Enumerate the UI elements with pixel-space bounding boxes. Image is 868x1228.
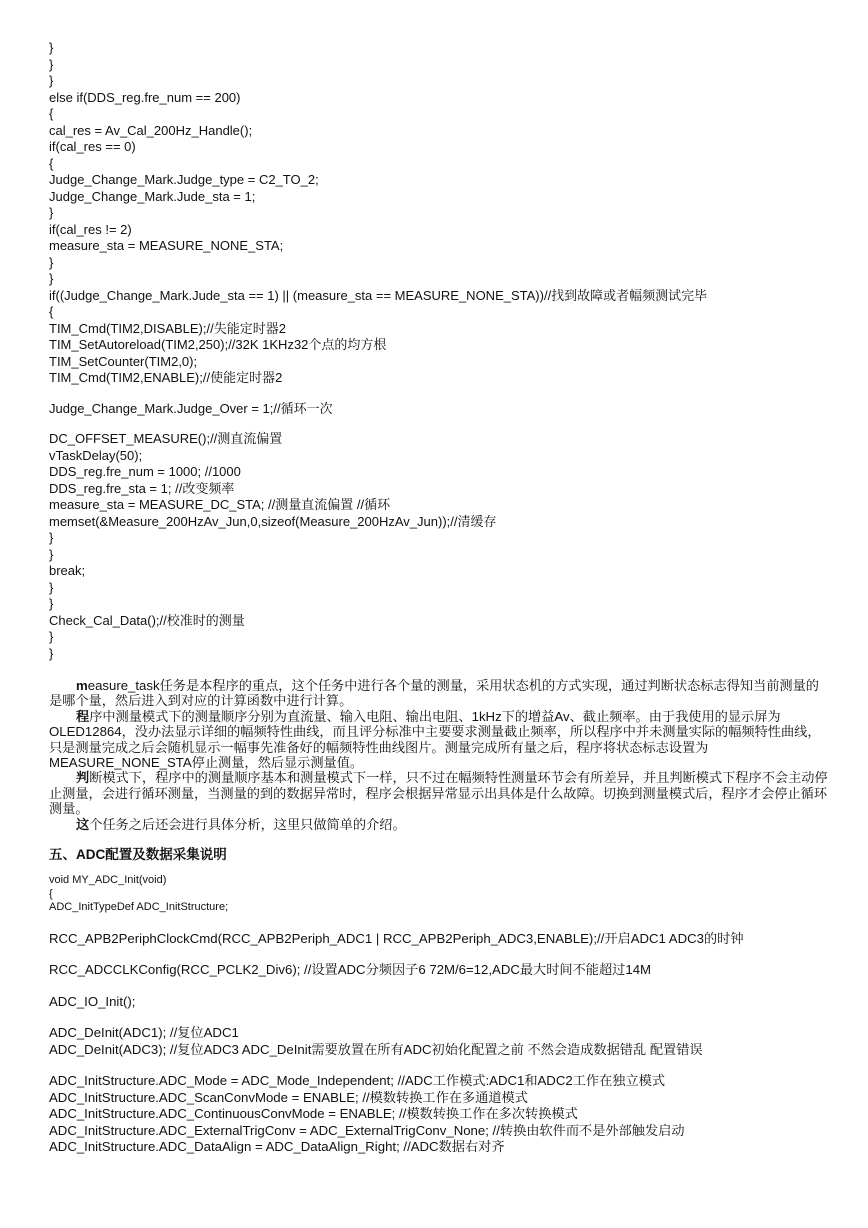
code-line: Check_Cal_Data();//校准时的测量	[49, 612, 245, 628]
code-line: ADC_DeInit(ADC1); //复位ADC1	[49, 1025, 239, 1041]
code-line: }	[49, 205, 54, 220]
paragraph-text: 序中测量模式下的测量顺序分别为直流量、输入电阻、输出电阻、1kHz下的增益Av、截止频率。由于我使用的显示屏为OLED12864，没办法显示详细的幅频特性曲线，而且评分标准中主要要求测量截止频率，所以程序中并未测量实际的幅频特性曲线，只是测量完成之后会随机显示一幅事先准备好的幅频特性曲线图片。测量完成所有量之后，程序将状态标志设置为MEASURE_NONE_STA停止测量，然后显示测量值。	[49, 708, 821, 771]
code-line: ADC_InitStructure.ADC_ContinuousConvMode = ENABLE; //模数转换工作在多次转换模式	[49, 1106, 578, 1122]
code-line: TIM_SetCounter(TIM2,0);	[49, 353, 198, 369]
code-line: void MY_ADC_Init(void)	[49, 874, 167, 887]
code-line: }	[49, 629, 54, 644]
code-line: if((Judge_Change_Mark.Jude_sta == 1) || (measure_sta == MEASURE_NONE_STA))//找到故障或者幅频测试完毕	[49, 287, 708, 303]
paragraph-lead: 这	[76, 816, 90, 832]
code-line: RCC_APB2PeriphClockCmd(RCC_APB2Periph_ADC1 | RCC_APB2Periph_ADC3,ENABLE);//开启ADC1 ADC3的时钟	[49, 930, 744, 946]
code-line: ADC_InitTypeDef ADC_InitStructure;	[49, 901, 229, 914]
paragraph-text: 个任务之后还会进行具体分析，这里只做简单的介绍。	[89, 816, 406, 832]
paragraph	[49, 709, 829, 771]
code-line: }	[49, 579, 54, 595]
code-line: RCC_ADCCLKConfig(RCC_PCLK2_Div6); //设置ADC分频因子6 72M/6=12,ADC最大时间不能超过14M	[49, 962, 652, 978]
code-line: Judge_Change_Mark.Judge_Over = 1;//循环一次	[49, 400, 333, 416]
code-line: }	[49, 645, 54, 661]
document-page	[49, 40, 829, 1156]
paragraph-lead: 判	[76, 770, 90, 786]
code-line: {	[49, 155, 54, 171]
paragraph	[49, 770, 829, 816]
code-line: TIM_Cmd(TIM2,ENABLE);//使能定时器2	[49, 370, 283, 385]
code-line: memset(&Measure_200HzAv_Jun,0,sizeof(Measure_200HzAv_Jun));//清缓存	[49, 513, 497, 529]
paragraph	[49, 678, 829, 709]
code-line: vTaskDelay(50);	[49, 447, 143, 463]
code-line: }	[49, 254, 54, 270]
code-line: else if(DDS_reg.fre_num == 200)	[49, 89, 241, 105]
code-line: ADC_DeInit(ADC3); //复位ADC3 ADC_DeInit需要放置在所有ADC初始化配置之前 不然会造成数据错乱 配置错误	[49, 1041, 703, 1057]
code-line: ADC_InitStructure.ADC_DataAlign = ADC_DataAlign_Right; //ADC数据右对齐	[49, 1139, 505, 1155]
blank-line	[49, 387, 829, 401]
code-line: Judge_Change_Mark.Jude_sta = 1;	[49, 188, 256, 204]
code-line: TIM_SetAutoreload(TIM2,250);//32K 1KHz32个点的均方根	[49, 337, 387, 352]
code-line: {	[49, 887, 53, 900]
code-line: if(cal_res != 2)	[49, 221, 132, 237]
paragraph	[49, 817, 829, 832]
paragraph-text: 断模式下，程序中的测量顺序基本和测量模式下一样，只不过在幅频特性测量环节会有所差异，并且判断模式下程序不会主动停止测量，会进行循环测量，当测量的到的数据异常时，程序会根据异常显示出具体是什么故障。切换到测量模式后，程序才会停止循环测量。	[49, 770, 828, 817]
code-line: if(cal_res == 0)	[49, 139, 136, 154]
code-line: ADC_IO_Init();	[49, 993, 136, 1009]
code-line: }	[49, 271, 54, 286]
code-block-measure-task	[49, 40, 829, 662]
code-line: cal_res = Av_Cal_200Hz_Handle();	[49, 122, 253, 138]
code-block-adc-init	[49, 874, 829, 1156]
code-line: ADC_InitStructure.ADC_ScanConvMode = ENABLE; //模数转换工作在多通道模式	[49, 1089, 528, 1105]
code-line: measure_sta = MEASURE_DC_STA; //测量直流偏置 //循环	[49, 497, 391, 512]
code-line: DDS_reg.fre_sta = 1; //改变频率	[49, 480, 235, 496]
code-line: {	[49, 304, 54, 319]
code-line: }	[49, 546, 54, 562]
code-line: DC_OFFSET_MEASURE();//测直流偏置	[49, 431, 283, 446]
code-line: break;	[49, 563, 86, 578]
blank-line	[49, 417, 829, 431]
code-line: DDS_reg.fre_num = 1000; //1000	[49, 464, 241, 479]
code-line: measure_sta = MEASURE_NONE_STA;	[49, 238, 284, 253]
code-line: {	[49, 106, 54, 121]
code-line: }	[49, 596, 54, 611]
paragraph-text: easure_task任务是本程序的重点，这个任务中进行各个量的测量，采用状态机的方式实现，通过判断状态标志得知当前测量的是哪个量，然后进入到对应的计算函数中进行计算。	[49, 678, 819, 709]
section-title: 五、ADC配置及数据采集说明	[49, 847, 227, 863]
code-line: }	[49, 530, 54, 545]
description-paragraphs	[49, 678, 829, 832]
paragraph-lead: m	[76, 678, 88, 693]
code-line: Judge_Change_Mark.Judge_type = C2_TO_2;	[49, 172, 319, 187]
code-line: }	[49, 56, 54, 72]
paragraph-lead: 程	[76, 708, 90, 724]
code-line: }	[49, 40, 54, 55]
code-line: TIM_Cmd(TIM2,DISABLE);//失能定时器2	[49, 320, 286, 336]
code-line: ADC_InitStructure.ADC_ExternalTrigConv = ADC_ExternalTrigConv_None; //转换由软件而不是外部触发启动	[49, 1122, 685, 1138]
code-line: }	[49, 73, 54, 88]
code-line: ADC_InitStructure.ADC_Mode = ADC_Mode_Independent; //ADC工作模式:ADC1和ADC2工作在独立模式	[49, 1073, 666, 1089]
